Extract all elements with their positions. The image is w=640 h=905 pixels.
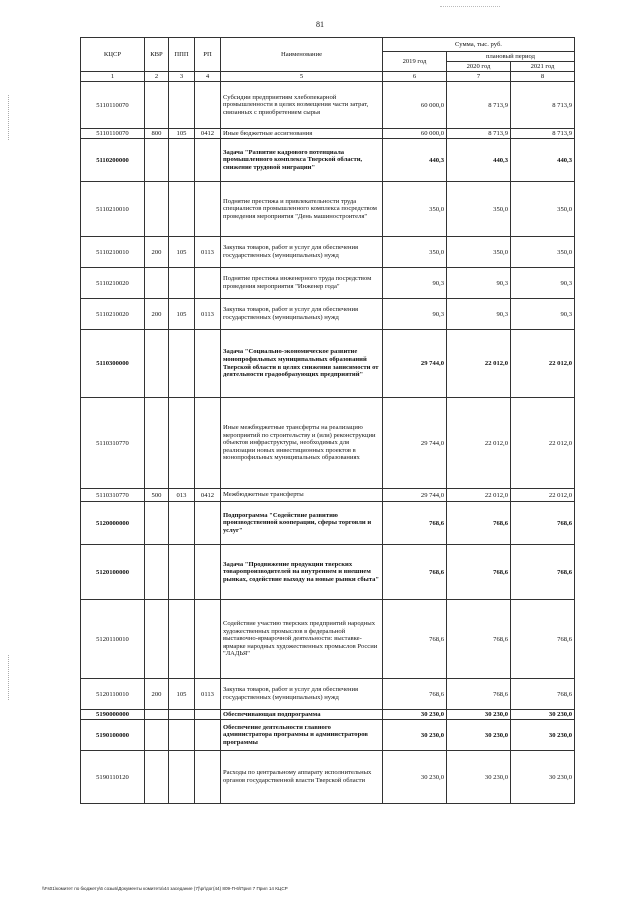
row-value-2020: 22 012,0 bbox=[447, 398, 511, 489]
row-name: Иные межбюджетные трансферты на реализацию мероприятий по строительству и (или) реконструкции объектов инфраструктуры, необходимых для реализации новых инвестиционных проектов в монопрофильных муниципальных образованиях bbox=[221, 398, 383, 489]
row-name: Межбюджетные трансферты bbox=[221, 489, 383, 502]
row-value-2021: 30 230,0 bbox=[511, 720, 575, 751]
binding-marks-top bbox=[8, 95, 10, 140]
row-kcsr: 5110200000 bbox=[81, 139, 145, 182]
table-row bbox=[81, 679, 575, 710]
row-ppp bbox=[169, 502, 195, 545]
row-ppp bbox=[169, 182, 195, 237]
row-rp bbox=[195, 398, 221, 489]
header-ppp: ППП bbox=[169, 38, 195, 72]
row-kcsr: 5120100000 bbox=[81, 545, 145, 600]
table-row bbox=[81, 237, 575, 268]
row-kvr bbox=[145, 82, 169, 129]
row-ppp bbox=[169, 751, 195, 804]
row-kvr bbox=[145, 398, 169, 489]
row-value-2021: 22 012,0 bbox=[511, 330, 575, 398]
column-number-row bbox=[81, 72, 575, 82]
row-value-2019: 768,6 bbox=[383, 679, 447, 710]
column-number: 6 bbox=[383, 72, 447, 82]
row-kcsr: 5110110070 bbox=[81, 129, 145, 139]
scan-artifact bbox=[440, 6, 500, 8]
row-kvr bbox=[145, 182, 169, 237]
row-value-2019: 29 744,0 bbox=[383, 398, 447, 489]
row-value-2020: 768,6 bbox=[447, 600, 511, 679]
row-rp bbox=[195, 720, 221, 751]
row-name: Расходы по центральному аппарату исполнительных органов государственной власти Тверской области bbox=[221, 751, 383, 804]
row-value-2021: 22 012,0 bbox=[511, 398, 575, 489]
table-row bbox=[81, 600, 575, 679]
row-ppp bbox=[169, 82, 195, 129]
row-kvr bbox=[145, 751, 169, 804]
row-ppp: 105 bbox=[169, 129, 195, 139]
row-value-2019: 29 744,0 bbox=[383, 330, 447, 398]
row-value-2019: 350,0 bbox=[383, 182, 447, 237]
file-path-footer: \\Fs01\комитет по бюджету\6 созыв\Документы комитета\44 заседание (7)\pr\дог(44) 809-П-6\Прил 7 Прил 14 КЦСР bbox=[42, 886, 288, 891]
row-kvr bbox=[145, 502, 169, 545]
table-row bbox=[81, 489, 575, 502]
table-row bbox=[81, 129, 575, 139]
row-ppp: 105 bbox=[169, 237, 195, 268]
row-value-2019: 60 000,0 bbox=[383, 129, 447, 139]
row-ppp: 105 bbox=[169, 299, 195, 330]
row-name: Закупка товаров, работ и услуг для обеспечения государственных (муниципальных) нужд bbox=[221, 679, 383, 710]
header-rp: РП bbox=[195, 38, 221, 72]
row-kvr: 800 bbox=[145, 129, 169, 139]
row-value-2020: 350,0 bbox=[447, 237, 511, 268]
row-value-2020: 768,6 bbox=[447, 545, 511, 600]
row-rp bbox=[195, 751, 221, 804]
row-kvr bbox=[145, 710, 169, 720]
row-kvr: 200 bbox=[145, 299, 169, 330]
row-kcsr: 5120000000 bbox=[81, 502, 145, 545]
header-name: Наименование bbox=[221, 38, 383, 72]
row-kcsr: 5110210020 bbox=[81, 299, 145, 330]
row-kcsr: 5110310770 bbox=[81, 489, 145, 502]
row-rp: 0113 bbox=[195, 679, 221, 710]
row-value-2020: 8 713,9 bbox=[447, 129, 511, 139]
table-row bbox=[81, 545, 575, 600]
row-value-2020: 30 230,0 bbox=[447, 720, 511, 751]
row-name: Содействие участию тверских предприятий народных художественных промыслов в федеральной выставочно-ярмарочной деятельности: выставке-ярмарке народных художественных промыслов России "ЛАДЬЯ" bbox=[221, 600, 383, 679]
row-kvr: 500 bbox=[145, 489, 169, 502]
row-rp bbox=[195, 502, 221, 545]
row-name: Обеспечение деятельности главного администратора программы и администраторов программы bbox=[221, 720, 383, 751]
row-name: Иные бюджетные ассигнования bbox=[221, 129, 383, 139]
row-value-2019: 60 000,0 bbox=[383, 82, 447, 129]
row-value-2019: 768,6 bbox=[383, 502, 447, 545]
row-value-2019: 350,0 bbox=[383, 237, 447, 268]
row-rp: 0113 bbox=[195, 237, 221, 268]
header-kvr: КВР bbox=[145, 38, 169, 72]
row-kcsr: 5120110010 bbox=[81, 679, 145, 710]
page-number: 81 bbox=[316, 20, 324, 29]
row-value-2020: 90,3 bbox=[447, 268, 511, 299]
row-value-2020: 768,6 bbox=[447, 502, 511, 545]
table-row bbox=[81, 330, 575, 398]
column-number: 5 bbox=[221, 72, 383, 82]
row-kcsr: 5110210010 bbox=[81, 182, 145, 237]
table-header bbox=[81, 38, 575, 82]
row-kvr bbox=[145, 268, 169, 299]
column-number: 1 bbox=[81, 72, 145, 82]
table-row bbox=[81, 139, 575, 182]
row-rp bbox=[195, 330, 221, 398]
table-row bbox=[81, 710, 575, 720]
row-value-2019: 90,3 bbox=[383, 268, 447, 299]
row-rp bbox=[195, 710, 221, 720]
row-value-2020: 768,6 bbox=[447, 679, 511, 710]
column-number: 4 bbox=[195, 72, 221, 82]
row-kcsr: 5110210010 bbox=[81, 237, 145, 268]
row-name: Задача "Продвижение продукции тверских товаропроизводителей на внутреннем и внешнем рынках, содействие выходу на новые рынки сбыта" bbox=[221, 545, 383, 600]
row-kcsr: 5110110070 bbox=[81, 82, 145, 129]
row-name: Подпрограмма "Содействие развитию производственной кооперации, сферы торговли и услуг" bbox=[221, 502, 383, 545]
row-name: Субсидии предприятиям хлебопекарной промышленности в целях возмещения части затрат, связанных с приобретением сырья bbox=[221, 82, 383, 129]
row-value-2021: 90,3 bbox=[511, 299, 575, 330]
row-value-2021: 22 012,0 bbox=[511, 489, 575, 502]
row-value-2021: 8 713,9 bbox=[511, 129, 575, 139]
column-number: 2 bbox=[145, 72, 169, 82]
table-row bbox=[81, 268, 575, 299]
row-value-2021: 768,6 bbox=[511, 502, 575, 545]
row-name: Обеспечивающая подпрограмма bbox=[221, 710, 383, 720]
row-kvr bbox=[145, 545, 169, 600]
row-ppp bbox=[169, 139, 195, 182]
table-row bbox=[81, 299, 575, 330]
row-kvr bbox=[145, 330, 169, 398]
row-rp bbox=[195, 82, 221, 129]
header-2019: 2019 год bbox=[383, 52, 447, 72]
row-kvr bbox=[145, 139, 169, 182]
row-ppp: 105 bbox=[169, 679, 195, 710]
header-sum: Сумма, тыс. руб. bbox=[383, 38, 575, 52]
row-rp bbox=[195, 139, 221, 182]
row-value-2020: 22 012,0 bbox=[447, 330, 511, 398]
row-value-2021: 768,6 bbox=[511, 545, 575, 600]
row-value-2021: 768,6 bbox=[511, 679, 575, 710]
row-name: Задача "Социально-экономическое развитие монопрофильных муниципальных образований Тверской области в целях снижения зависимости от деятельности градообразующих предприятий" bbox=[221, 330, 383, 398]
row-value-2019: 30 230,0 bbox=[383, 720, 447, 751]
row-value-2020: 30 230,0 bbox=[447, 710, 511, 720]
row-kcsr: 5190000000 bbox=[81, 710, 145, 720]
row-value-2021: 30 230,0 bbox=[511, 751, 575, 804]
row-ppp bbox=[169, 600, 195, 679]
row-ppp bbox=[169, 330, 195, 398]
binding-marks-bottom bbox=[8, 655, 10, 700]
row-value-2019: 90,3 bbox=[383, 299, 447, 330]
row-value-2020: 440,3 bbox=[447, 139, 511, 182]
row-value-2020: 30 230,0 bbox=[447, 751, 511, 804]
row-value-2021: 8 713,9 bbox=[511, 82, 575, 129]
row-name: Поднятие престижа и привлекательности труда специалистов промышленного комплекса посредством проведения мероприятия "День машиностроителя" bbox=[221, 182, 383, 237]
budget-table bbox=[80, 37, 575, 804]
row-ppp bbox=[169, 268, 195, 299]
table-row bbox=[81, 82, 575, 129]
row-ppp bbox=[169, 545, 195, 600]
row-value-2019: 29 744,0 bbox=[383, 489, 447, 502]
row-ppp bbox=[169, 398, 195, 489]
row-value-2021: 350,0 bbox=[511, 237, 575, 268]
row-rp bbox=[195, 545, 221, 600]
row-kvr bbox=[145, 720, 169, 751]
row-kcsr: 5190110120 bbox=[81, 751, 145, 804]
row-name: Закупка товаров, работ и услуг для обеспечения государственных (муниципальных) нужд bbox=[221, 237, 383, 268]
row-ppp bbox=[169, 720, 195, 751]
row-kcsr: 5120110010 bbox=[81, 600, 145, 679]
row-value-2021: 30 230,0 bbox=[511, 710, 575, 720]
row-value-2020: 90,3 bbox=[447, 299, 511, 330]
row-rp bbox=[195, 600, 221, 679]
table-body bbox=[81, 82, 575, 804]
row-value-2021: 350,0 bbox=[511, 182, 575, 237]
row-name: Задача "Развитие кадрового потенциала промышленного комплекса Тверской области, снижение трудовой миграции" bbox=[221, 139, 383, 182]
row-ppp bbox=[169, 710, 195, 720]
row-value-2021: 440,3 bbox=[511, 139, 575, 182]
row-rp: 0412 bbox=[195, 489, 221, 502]
row-value-2019: 768,6 bbox=[383, 545, 447, 600]
row-kcsr: 5110300000 bbox=[81, 330, 145, 398]
column-number: 7 bbox=[447, 72, 511, 82]
header-2020: 2020 год bbox=[447, 62, 511, 72]
row-value-2019: 768,6 bbox=[383, 600, 447, 679]
header-plan-period: плановый период bbox=[447, 52, 575, 62]
row-value-2021: 768,6 bbox=[511, 600, 575, 679]
row-rp bbox=[195, 268, 221, 299]
row-rp bbox=[195, 182, 221, 237]
row-value-2020: 8 713,9 bbox=[447, 82, 511, 129]
row-value-2020: 22 012,0 bbox=[447, 489, 511, 502]
column-number: 8 bbox=[511, 72, 575, 82]
column-number: 3 bbox=[169, 72, 195, 82]
row-value-2020: 350,0 bbox=[447, 182, 511, 237]
row-ppp: 013 bbox=[169, 489, 195, 502]
row-kvr: 200 bbox=[145, 679, 169, 710]
row-kvr bbox=[145, 600, 169, 679]
table-row bbox=[81, 502, 575, 545]
row-rp: 0412 bbox=[195, 129, 221, 139]
row-kcsr: 5110310770 bbox=[81, 398, 145, 489]
row-name: Поднятие престижа инженерного труда посредством проведения мероприятия "Инженер года" bbox=[221, 268, 383, 299]
row-value-2019: 30 230,0 bbox=[383, 751, 447, 804]
row-value-2019: 30 230,0 bbox=[383, 710, 447, 720]
table-row bbox=[81, 182, 575, 237]
table-row bbox=[81, 398, 575, 489]
row-kcsr: 5110210020 bbox=[81, 268, 145, 299]
header-2021: 2021 год bbox=[511, 62, 575, 72]
row-name: Закупка товаров, работ и услуг для обеспечения государственных (муниципальных) нужд bbox=[221, 299, 383, 330]
row-kcsr: 5190100000 bbox=[81, 720, 145, 751]
row-value-2021: 90,3 bbox=[511, 268, 575, 299]
header-kcsr: КЦСР bbox=[81, 38, 145, 72]
row-value-2019: 440,3 bbox=[383, 139, 447, 182]
row-kvr: 200 bbox=[145, 237, 169, 268]
row-rp: 0113 bbox=[195, 299, 221, 330]
table-row bbox=[81, 751, 575, 804]
table-row bbox=[81, 720, 575, 751]
